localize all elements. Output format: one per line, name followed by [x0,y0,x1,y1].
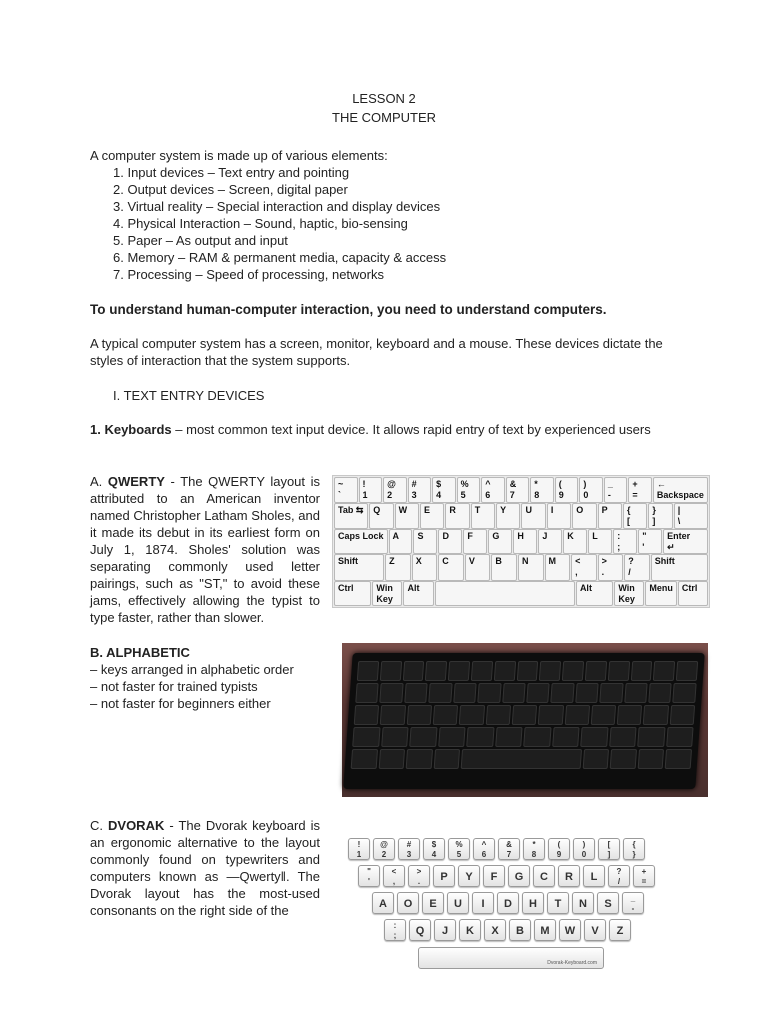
keyboard-key: " ' [638,529,662,554]
keyboard-key: S [597,892,619,914]
alphabetic-keyboard-row [357,661,698,681]
alphabetic-point: – keys arranged in alphabetic order [90,662,294,677]
keyboard-key: * 8 [523,838,545,860]
keyboard-key [453,683,477,703]
keyboard-key: F [463,529,487,554]
keyboard-key: O [397,892,419,914]
keyboard-key: D [438,529,462,554]
keyboard-key [617,705,643,725]
alphabetic-keyboard-row [354,705,695,725]
qwerty-keyboard-row [334,529,708,554]
keyboard-key [653,661,675,681]
keyboard-key [599,683,623,703]
keyboard-key: & 7 [498,838,520,860]
keyboard-key [354,705,380,725]
keyboard-key: J [538,529,562,554]
list-item: 6. Memory – RAM & permanent media, capacity & access [113,250,447,265]
keyboard-key: ( 9 [548,838,570,860]
keyboard-key: ( 9 [555,477,579,503]
alphabetic-heading: B. ALPHABETIC [90,645,190,660]
keyboard-key [580,727,608,747]
alphabetic-keyboard-row [355,683,696,703]
keyboard-key [466,727,494,747]
alphabetic-point: – not faster for trained typists [90,679,258,694]
keyboard-key: U [521,503,545,529]
keyboard-key [448,661,470,681]
keyboard-key [526,683,550,703]
keyboard-key [539,661,561,681]
keyboard-key: @ 2 [383,477,407,503]
keyboard-key: ! 1 [348,838,370,860]
typical-system-paragraph: A typical computer system has a screen, monitor, keyboard and a mouse. These devices dictate the styles of interaction that the system supports. [90,336,663,368]
keyboard-key [523,727,551,747]
keyboard-key: M [534,919,556,941]
keyboard-key [352,727,380,747]
keyboard-key: Z [385,554,411,581]
keyboards-text: – most common text input device. It allows rapid entry of text by experienced users [171,422,651,437]
keyboard-key: L [583,865,605,887]
keyboard-key [380,661,402,681]
keyboard-key [494,661,516,681]
section-heading: I. TEXT ENTRY DEVICES [113,388,265,403]
keyboard-key: ^ 6 [481,477,505,503]
dvorak-text: - The Dvorak keyboard is an ergonomic alternative to the layout commonly found on typewriters and computers known as ―Qwerty‖. The Dvorak layout has the most-used consonants on the right side of the [90,818,320,918]
qwerty-prefix: A. [90,474,103,489]
keyboard-key: { [ [623,503,647,529]
keyboard-key: Ctrl [334,581,371,606]
keyboard-key [485,705,511,725]
keyboard-key: F [483,865,505,887]
keyboard-key: } ] [648,503,672,529]
keyboard-key: R [558,865,580,887]
keyboard-key [433,705,459,725]
dvorak-paragraph [90,817,320,919]
keyboard-key: X [484,919,506,941]
alphabetic-keyboard-row [351,749,692,769]
keyboard-key [648,683,672,703]
keyboard-key: M [545,554,571,581]
keyboard-key [380,705,406,725]
keyboard-key: $ 4 [432,477,456,503]
keyboard-key [591,705,617,725]
keyboard-key: U [447,892,469,914]
keyboard-key [575,683,599,703]
keyboard-key: W [395,503,419,529]
list-item: 5. Paper – As output and input [113,233,288,248]
keyboard-key: Ctrl [678,581,708,606]
qwerty-keyboard-row [334,503,708,529]
dvorak-image-caption: Dvorak-Keyboard.com [547,960,597,966]
dvorak-keyboard-row [358,865,655,887]
keyboard-key: ~ ` [334,477,358,503]
keyboard-key [585,661,607,681]
keyboard-key [459,705,485,725]
keyboard-key [516,661,538,681]
keyboard-key [610,749,637,769]
qwerty-keyboard-row [334,477,708,503]
keyboard-key: Q [369,503,393,529]
keyboard-key: Z [609,919,631,941]
keyboard-key [551,683,575,703]
keyboard-key: ? / [608,865,630,887]
keyboard-key: % 5 [448,838,470,860]
keyboard-key: H [513,529,537,554]
keyboard-key: X [412,554,438,581]
keyboard-key: K [563,529,587,554]
keyboard-key: % 5 [457,477,481,503]
keyboard-key [433,749,460,769]
keyboard-key: _ - [622,892,644,914]
list-item: 2. Output devices – Screen, digital paper [113,182,348,197]
keyboard-key: V [584,919,606,941]
keyboard-key [404,683,428,703]
keyboard-key [502,683,526,703]
keyboard-key: Alt [403,581,433,606]
qwerty-paragraph [90,473,320,626]
keyboard-key: I [547,503,571,529]
qwerty-text: - The QWERTY layout is attributed to an American inventor named Christopher Latham Sholes, and it made its debut in its earliest form on July 1, 1874. Sholes' solution was separating commonly used letter pairings, such as "ST," to avoid these jams, effectively allowing the typist to type faster, rather than slower. [90,474,320,625]
keyboard-key: ^ 6 [473,838,495,860]
keyboard-key: G [508,865,530,887]
keyboard-key: Alt [576,581,613,606]
keyboard-key: # 3 [408,477,432,503]
keyboard-key: ← Backspace [653,477,708,503]
keyboard-key: | \ [674,503,708,529]
keyboard-key [429,683,453,703]
keyboard-key [666,727,694,747]
dvorak-keyboard-row [372,892,644,914]
keyboard-key [402,661,424,681]
alphabetic-keyboard-photo [342,643,708,797]
keyboard-key [406,749,433,769]
keyboard-key: Win Key [614,581,644,606]
keyboard-key: R [445,503,469,529]
keyboard-key [624,683,648,703]
keyboard-key: W [559,919,581,941]
keyboard-key: : ; [613,529,637,554]
keyboard-key: D [497,892,519,914]
keyboard-key [673,683,697,703]
keyboard-key [582,749,609,769]
keyboard-key [380,683,404,703]
keyboard-key [357,661,379,681]
keyboard-key: T [471,503,495,529]
keyboard-key: Win Key [372,581,402,606]
emphasis-statement: To understand human-computer interaction, you need to understand computers. [90,302,607,317]
keyboard-key: : ; [384,919,406,941]
keyboard-key: E [422,892,444,914]
keyboard-key [669,705,695,725]
alphabetic-keyboard-row [352,727,693,747]
keyboard-key: Y [458,865,480,887]
keyboard-key: + = [628,477,652,503]
keyboard-key [637,727,665,747]
keyboard-key: B [491,554,517,581]
keyboard-key [630,661,652,681]
keyboard-key: H [522,892,544,914]
keyboard-key: T [547,892,569,914]
keyboard-key: O [572,503,596,529]
lesson-title: THE COMPUTER [332,110,436,125]
keyboard-key: A [372,892,394,914]
keyboard-key [425,661,447,681]
qwerty-keyboard-row [334,554,708,581]
keyboard-key: E [420,503,444,529]
dvorak-prefix: C. [90,818,103,833]
keyboard-key [378,749,405,769]
keyboard-key: Shift [651,554,708,581]
keyboard-key [435,581,575,606]
keyboard-key [512,705,538,725]
keyboard-key: N [572,892,594,914]
keyboard-key [676,661,698,681]
keyboard-key [477,683,501,703]
keyboard-body [343,653,705,789]
keyboard-key: > . [598,554,624,581]
keyboard-key: J [434,919,456,941]
keyboard-key: S [413,529,437,554]
keyboard-key: I [472,892,494,914]
keyboard-key: C [438,554,464,581]
keyboard-key: Q [409,919,431,941]
keyboards-label: 1. Keyboards [90,422,172,437]
keyboard-key [438,727,466,747]
keyboard-key: ? / [624,554,650,581]
keyboard-key: B [509,919,531,941]
keyboard-key: Shift [334,554,384,581]
keyboard-key: " ' [358,865,380,887]
keyboard-key: * 8 [530,477,554,503]
dvorak-label: DVORAK [108,818,165,833]
keyboard-key [609,727,637,747]
keyboard-key: > . [408,865,430,887]
qwerty-label: QWERTY [107,474,165,489]
keyboard-key: G [488,529,512,554]
keyboard-key [665,749,692,769]
keyboards-paragraph [90,421,676,438]
keyboard-key: $ 4 [423,838,445,860]
intro-text: A computer system is made up of various elements: [90,148,388,163]
keyboard-key: Caps Lock [334,529,388,554]
qwerty-keyboard-image [332,475,710,608]
keyboard-key: + = [633,865,655,887]
keyboard-key: P [598,503,622,529]
keyboard-key [381,727,409,747]
keyboard-key: < , [571,554,597,581]
keyboard-key [552,727,580,747]
keyboard-key: Tab ⇆ [334,503,368,529]
keyboard-key: < , [383,865,405,887]
keyboard-key: C [533,865,555,887]
list-item: 4. Physical Interaction – Sound, haptic, bio-sensing [113,216,408,231]
keyboard-key [355,683,379,703]
keyboard-key: [ ] [598,838,620,860]
keyboard-key: L [588,529,612,554]
keyboard-key: ) 0 [573,838,595,860]
keyboard-key: K [459,919,481,941]
dvorak-keyboard-row [348,838,645,860]
keyboard-key [643,705,669,725]
keyboard-key: { } [623,838,645,860]
list-item: 3. Virtual reality – Special interaction and display devices [113,199,441,214]
keyboard-key [461,749,582,769]
keyboard-key [495,727,523,747]
keyboard-key [471,661,493,681]
dvorak-keyboard-image [344,830,666,975]
keyboard-key: A [389,529,413,554]
keyboard-key [608,661,630,681]
keyboard-key: _ - [604,477,628,503]
keyboard-key: Menu [645,581,677,606]
list-item: 7. Processing – Speed of processing, networks [113,267,384,282]
keyboard-key: & 7 [506,477,530,503]
keyboard-key: # 3 [398,838,420,860]
keyboard-key [409,727,437,747]
keyboard-key [638,749,665,769]
keyboard-key [351,749,378,769]
keyboard-key: Enter ↵ [663,529,708,554]
dvorak-keyboard-row [384,919,631,941]
keyboard-key [564,705,590,725]
alphabetic-point: – not faster for beginners either [90,696,271,711]
list-item: 1. Input devices – Text entry and pointing [113,165,350,180]
keyboard-key: Y [496,503,520,529]
dvorak-spacebar [418,947,604,969]
keyboard-key: V [465,554,491,581]
keyboard-key: P [433,865,455,887]
keyboard-key: ) 0 [579,477,603,503]
keyboard-key [538,705,564,725]
keyboard-key: @ 2 [373,838,395,860]
keyboard-key [406,705,432,725]
keyboard-key [562,661,584,681]
qwerty-keyboard-row [334,581,708,606]
keyboard-key: N [518,554,544,581]
lesson-number: LESSON 2 [352,91,416,106]
keyboard-key: ! 1 [359,477,383,503]
